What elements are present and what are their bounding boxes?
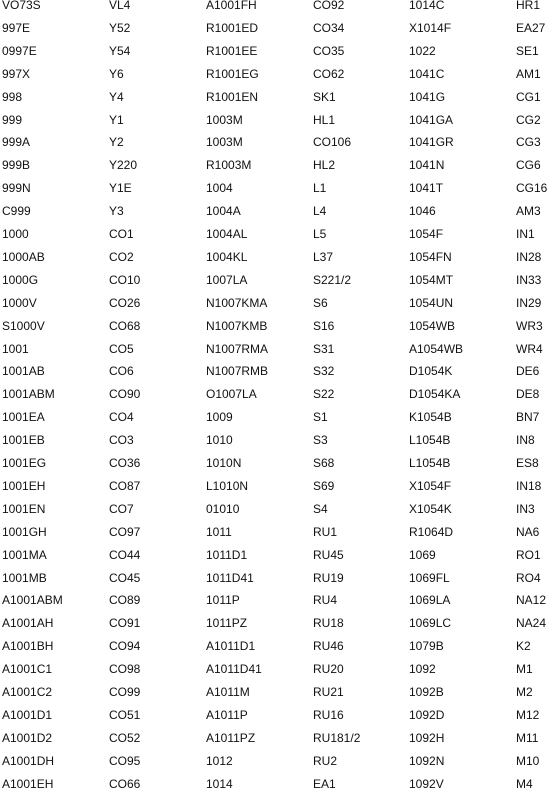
code-cell: L1010N (206, 478, 249, 493)
code-cell: 1069 (409, 547, 436, 562)
code-cell: L1 (313, 181, 327, 196)
code-cell: S3 (313, 433, 328, 448)
code-cell: CO99 (109, 685, 141, 699)
code-cell: HR1 (516, 0, 541, 12)
code-cell: RO4 (516, 570, 541, 585)
code-cell: 1000AB (2, 249, 45, 264)
code-cell: 1001GH (2, 524, 47, 539)
code-cell: R1001EG (206, 66, 259, 81)
code-cell: S6 (313, 295, 328, 310)
code-cell: Y4 (109, 89, 124, 104)
code-cell: N1007RMB (206, 364, 269, 379)
code-cell: 1012 (206, 753, 233, 768)
code-cell: Y3 (109, 204, 124, 219)
code-cell: CO97 (109, 524, 141, 539)
code-cell: CO51 (109, 707, 141, 722)
code-cell: S32 (313, 364, 335, 379)
code-cell: K1054B (409, 410, 452, 425)
code-cell: DE8 (516, 387, 540, 402)
code-cell: 1041GA (409, 112, 454, 127)
code-cell: WR3 (516, 318, 543, 333)
code-cell: 1041T (409, 181, 444, 196)
code-cell: 1001EG (2, 456, 47, 470)
code-cell: A1011D41 (206, 662, 262, 677)
code-cell: N1007KMB (206, 318, 268, 333)
code-cell: CO92 (313, 0, 345, 12)
code-cell: HL1 (313, 112, 336, 127)
code-cell: 1003M (206, 112, 243, 127)
code-cell: 1092B (409, 685, 444, 699)
code-cell: Y6 (109, 66, 124, 81)
code-cell: 1004AL (206, 227, 248, 241)
code-cell: 1004 (206, 181, 233, 196)
code-cell: Y220 (109, 158, 138, 173)
code-cell: CG2 (516, 112, 541, 127)
code-cell: 1014C (409, 0, 445, 12)
code-cell: 1092 (409, 662, 436, 677)
code-cell: A1001D1 (2, 707, 53, 722)
code-cell: A1001EH (2, 776, 54, 791)
code-cell: 999B (2, 158, 31, 173)
code-cell: 1009 (206, 410, 233, 425)
code-cell: 1004KL (206, 249, 248, 264)
code-cell: 1054WB (409, 318, 456, 333)
code-cell: 1011PZ (206, 616, 248, 631)
code-cell: WR4 (516, 341, 543, 356)
code-cell: S69 (313, 478, 335, 493)
code-cell: 999 (2, 112, 23, 127)
code-cell: CO1 (109, 227, 134, 241)
code-cell: CO26 (109, 295, 141, 310)
code-cell: R1003M (206, 158, 252, 173)
code-cell: CO2 (109, 249, 134, 264)
code-cell: CG1 (516, 89, 541, 104)
code-cell: 1001EA (2, 410, 45, 425)
code-cell: 0997E (2, 43, 37, 58)
code-cell: C999 (2, 204, 31, 219)
code-cell: CO90 (109, 387, 141, 402)
code-cell: 1054FN (409, 249, 452, 264)
code-cell: CO52 (109, 730, 141, 745)
code-cell: 997X (2, 66, 31, 81)
code-cell: RU16 (313, 707, 344, 722)
code-cell: RU20 (313, 662, 344, 677)
code-cell: AM1 (516, 66, 541, 81)
code-cell: 1069LC (409, 616, 452, 631)
code-cell: 1010N (206, 456, 242, 470)
code-cell: 1011D41 (206, 570, 254, 585)
code-cell: Y54 (109, 43, 131, 58)
code-cell: CO4 (109, 410, 134, 425)
code-cell: L1054B (409, 433, 451, 448)
code-cell: SE1 (516, 43, 539, 58)
code-cell: 1092V (409, 776, 444, 791)
code-cell: N1007KMA (206, 295, 268, 310)
code-cell: 1041C (409, 66, 445, 81)
code-cell: 1079B (409, 639, 444, 654)
code-cell: 1092H (409, 730, 445, 745)
code-cell: 1001 (2, 341, 29, 356)
code-cell: 1022 (409, 43, 436, 58)
code-cell: CO35 (313, 43, 345, 58)
code-cell: CO34 (313, 20, 345, 35)
code-cell: 1001MB (2, 570, 47, 585)
code-cell: 1000 (2, 227, 29, 241)
code-cell: AM3 (516, 204, 541, 219)
code-cell: CO45 (109, 570, 141, 585)
code-cell: A1011D1 (206, 639, 256, 654)
code-cell: X1014F (409, 20, 452, 35)
code-cell: 1041N (409, 158, 445, 173)
code-cell: NA24 (516, 616, 547, 631)
code-cell: N1007RMA (206, 341, 269, 356)
code-cell: 1054UN (409, 295, 454, 310)
code-cell: Y2 (109, 135, 124, 150)
code-cell: RU45 (313, 547, 344, 562)
code-cell: 1001EB (2, 433, 45, 448)
code-cell: A1001AH (2, 616, 54, 631)
code-cell: S1000V (2, 318, 45, 333)
code-cell: CO7 (109, 501, 134, 516)
code-cell: 1000G (2, 272, 39, 287)
code-cell: CO6 (109, 364, 134, 379)
code-cell: A1001ABM (2, 593, 63, 608)
code-cell: CO10 (109, 272, 141, 287)
code-cell: 1041GR (409, 135, 454, 150)
code-cell: 1004A (206, 204, 241, 219)
code-cell: 999A (2, 135, 31, 150)
code-cell: M11 (516, 730, 539, 745)
code-cell: 1041G (409, 89, 446, 104)
code-cell: R1001EN (206, 89, 259, 104)
code-cell: 1003M (206, 135, 243, 150)
code-cell: 1001MA (2, 547, 47, 562)
code-cell: 1001AB (2, 364, 45, 379)
code-cell: CG16 (516, 181, 548, 196)
code-cell: M2 (516, 685, 533, 699)
code-cell: L37 (313, 249, 334, 264)
code-cell: RU4 (313, 593, 338, 608)
code-cell: 1000V (2, 295, 37, 310)
code-cell: CO3 (109, 433, 134, 448)
code-cell: RU46 (313, 639, 344, 654)
code-cell: 1054MT (409, 272, 454, 287)
code-cell: CO62 (313, 66, 345, 81)
code-cell: IN8 (516, 433, 535, 448)
code-cell: K2 (516, 639, 531, 654)
code-cell: D1054KA (409, 387, 461, 402)
code-cell: 1054F (409, 227, 444, 241)
code-cell: EA1 (313, 776, 336, 791)
code-cell: 01010 (206, 501, 240, 516)
code-cell: IN3 (516, 501, 535, 516)
code-cell: CO94 (109, 639, 141, 654)
code-cell: 1046 (409, 204, 436, 219)
code-cell: RU181/2 (313, 730, 361, 745)
code-cell: A1001C1 (2, 662, 53, 677)
code-cell: RU2 (313, 753, 338, 768)
code-cell: S16 (313, 318, 335, 333)
code-cell: CO91 (109, 616, 141, 631)
code-cell: M1 (516, 662, 533, 677)
code-cell: BN7 (516, 410, 540, 425)
code-cell: CO44 (109, 547, 141, 562)
code-cell: A1001FH (206, 0, 257, 12)
code-cell: A1001DH (2, 753, 55, 768)
code-cell: X1054F (409, 478, 452, 493)
code-cell: R1001EE (206, 43, 258, 58)
code-cell: NA12 (516, 593, 547, 608)
code-cell: M4 (516, 776, 533, 791)
code-cell: 999N (2, 181, 31, 196)
code-cell: RO1 (516, 547, 541, 562)
code-cell: CO95 (109, 753, 141, 768)
code-cell: Y1 (109, 112, 124, 127)
code-cell: RU18 (313, 616, 344, 631)
code-cell: VL4 (109, 0, 131, 12)
code-cell: 1011D1 (206, 547, 248, 562)
code-cell: CO5 (109, 341, 134, 356)
code-cell: IN1 (516, 227, 535, 241)
code-cell: D1054K (409, 364, 453, 379)
code-cell: 1014 (206, 776, 233, 791)
code-cell: CG3 (516, 135, 541, 150)
code-cell: M10 (516, 753, 540, 768)
code-cell: A1054WB (409, 341, 464, 356)
code-cell: A1001C2 (2, 685, 53, 699)
code-cell: CG6 (516, 158, 541, 173)
code-cell: S68 (313, 456, 335, 470)
code-cell: NA6 (516, 524, 540, 539)
code-cell: CO68 (109, 318, 141, 333)
code-cell: CO98 (109, 662, 141, 677)
code-cell: IN29 (516, 295, 542, 310)
code-cell: DE6 (516, 364, 540, 379)
code-cell: L5 (313, 227, 327, 241)
code-cell: CO36 (109, 456, 141, 470)
code-cell: 1069LA (409, 593, 451, 608)
code-cell: CO89 (109, 593, 141, 608)
code-cell: A1011PZ (206, 730, 256, 745)
code-cell: M12 (516, 707, 540, 722)
code-cell: IN18 (516, 478, 542, 493)
code-cell: 1007LA (206, 272, 248, 287)
code-cell: HL2 (313, 158, 336, 173)
code-cell: S221/2 (313, 272, 352, 287)
code-cell: O1007LA (206, 387, 257, 402)
code-cell: VO73S (2, 0, 41, 12)
code-cell: S1 (313, 410, 328, 425)
code-cell: 1092D (409, 707, 445, 722)
code-cell: IN28 (516, 249, 542, 264)
code-cell: L4 (313, 204, 327, 219)
code-cell: SK1 (313, 89, 336, 104)
code-cell: S4 (313, 501, 328, 516)
code-cell: 1011P (206, 593, 240, 608)
code-cell: 1010 (206, 433, 233, 448)
code-cell: CO87 (109, 478, 141, 493)
code-cell: RU1 (313, 524, 338, 539)
code-cell: Y52 (109, 20, 131, 35)
code-cell: EA27 (516, 20, 546, 35)
code-cell: R1064D (409, 524, 454, 539)
code-cell: Y1E (109, 181, 132, 196)
code-cell: L1054B (409, 456, 451, 470)
code-cell: R1001ED (206, 20, 259, 35)
code-cell: X1054K (409, 501, 452, 516)
code-cell: ES8 (516, 456, 539, 470)
code-cell: 1069FL (409, 570, 450, 585)
code-cell: 1001ABM (2, 387, 55, 402)
code-cell: RU21 (313, 685, 344, 699)
code-cell: A1011M (206, 685, 250, 699)
code-cell: CO66 (109, 776, 141, 791)
code-cell: CO106 (313, 135, 352, 150)
code-cell: 1092N (409, 753, 445, 768)
code-cell: 1001EH (2, 478, 46, 493)
code-cell: 1001EN (2, 501, 46, 516)
code-cell: S31 (313, 341, 335, 356)
code-cell: 997E (2, 20, 31, 35)
code-cell: 1011 (206, 524, 232, 539)
code-cell: A1001BH (2, 639, 54, 654)
code-cell: RU19 (313, 570, 344, 585)
code-cell: S22 (313, 387, 335, 402)
code-cell: A1001D2 (2, 730, 53, 745)
code-cell: IN33 (516, 272, 542, 287)
code-cell: 998 (2, 89, 23, 104)
code-cell: A1011P (206, 707, 248, 722)
